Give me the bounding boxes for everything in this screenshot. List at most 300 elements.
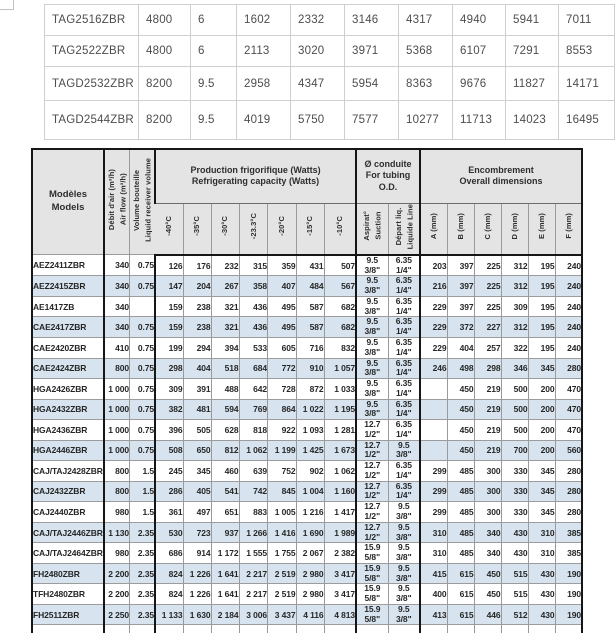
table-row bbox=[45, 5, 615, 36]
cell: CAJ/TAJ2446ZBR bbox=[32, 522, 104, 543]
cell: 195 bbox=[528, 255, 555, 276]
cell: 4 116 bbox=[296, 604, 324, 625]
cell bbox=[324, 625, 356, 633]
cell: 902 bbox=[296, 461, 324, 482]
cell: 300 bbox=[474, 461, 501, 482]
cell: 3971 bbox=[345, 36, 399, 67]
cell: 7011 bbox=[559, 5, 615, 36]
cell: 204 bbox=[183, 276, 211, 297]
cell: 430 bbox=[501, 543, 528, 564]
cell: 450 bbox=[447, 440, 474, 461]
cell: 15.9 5/8" bbox=[356, 563, 388, 584]
cell: 2958 bbox=[237, 67, 291, 101]
cell: 2 250 bbox=[104, 604, 130, 625]
cell: 1 630 bbox=[183, 604, 211, 625]
cell: AEZ2415ZBR bbox=[32, 276, 104, 297]
table-row bbox=[45, 101, 615, 140]
cell: 415 bbox=[420, 563, 447, 584]
table-row bbox=[32, 461, 582, 482]
cell: 2 217 bbox=[239, 563, 268, 584]
header-dim-f: F (mm) bbox=[555, 203, 582, 255]
cell: 0.75 bbox=[130, 399, 156, 420]
cell: 530 bbox=[155, 522, 183, 543]
cell bbox=[104, 625, 130, 633]
cell: 232 bbox=[211, 255, 239, 276]
cell: 450 bbox=[474, 563, 501, 584]
cell: 587 bbox=[296, 317, 324, 338]
cell: 615 bbox=[447, 563, 474, 584]
cell: AEZ2411ZBR bbox=[32, 255, 104, 276]
cell: 533 bbox=[239, 338, 268, 359]
cell: 312 bbox=[501, 276, 528, 297]
header-temp-m23: -23.3°C bbox=[239, 203, 268, 255]
cell: 500 bbox=[501, 379, 528, 400]
cell: 176 bbox=[183, 255, 211, 276]
cell: 0.75 bbox=[130, 276, 156, 297]
cell: 5954 bbox=[345, 67, 399, 101]
cell: 3 417 bbox=[324, 584, 356, 605]
cell: 12.7 1/2" bbox=[356, 461, 388, 482]
header-dim-d: D (mm) bbox=[501, 203, 528, 255]
cell: 800 bbox=[104, 358, 130, 379]
cell: 1 093 bbox=[296, 420, 324, 441]
table-row bbox=[32, 522, 582, 543]
cell: 567 bbox=[324, 276, 356, 297]
cell: CAJ/TAJ2428ZBR bbox=[32, 461, 104, 482]
cell: 227 bbox=[474, 317, 501, 338]
cropped-row bbox=[32, 625, 582, 633]
cell: 8200 bbox=[139, 67, 191, 101]
cell: 4800 bbox=[139, 5, 191, 36]
cell: 587 bbox=[296, 296, 324, 317]
cell: 470 bbox=[555, 379, 582, 400]
cell: 541 bbox=[211, 481, 239, 502]
cell: 481 bbox=[183, 399, 211, 420]
cell: 310 bbox=[420, 543, 447, 564]
cell: 310 bbox=[528, 543, 555, 564]
cell: 9.5 3/8" bbox=[388, 522, 420, 543]
cell: 1 022 bbox=[296, 399, 324, 420]
cell: 404 bbox=[183, 358, 211, 379]
cell: 4800 bbox=[139, 36, 191, 67]
cell: 485 bbox=[447, 481, 474, 502]
cell: 407 bbox=[268, 276, 297, 297]
header-tubing-fr: Ø conduite bbox=[364, 158, 412, 169]
cell: 4317 bbox=[399, 5, 453, 36]
cell: 159 bbox=[155, 317, 183, 338]
cell bbox=[388, 625, 420, 633]
cell: 495 bbox=[268, 317, 297, 338]
cell: 6.35 1/4" bbox=[388, 379, 420, 400]
cell bbox=[32, 625, 104, 633]
cell: 11827 bbox=[506, 67, 559, 101]
cell: 682 bbox=[324, 296, 356, 317]
cell: 12.7 1/2" bbox=[356, 522, 388, 543]
cell: 2 519 bbox=[268, 563, 297, 584]
table-row bbox=[45, 36, 615, 67]
table-row bbox=[32, 440, 582, 461]
cell: 728 bbox=[268, 379, 297, 400]
header-airflow bbox=[104, 149, 130, 255]
cell: 391 bbox=[183, 379, 211, 400]
cell: 2113 bbox=[237, 36, 291, 67]
cell: 700 bbox=[501, 440, 528, 461]
cell: 497 bbox=[183, 502, 211, 523]
cell: 9.5 3/8" bbox=[356, 338, 388, 359]
table-row bbox=[32, 399, 582, 420]
cell: 404 bbox=[447, 338, 474, 359]
table-row bbox=[32, 502, 582, 523]
cell bbox=[420, 625, 447, 633]
cell: 9.5 3/8" bbox=[388, 563, 420, 584]
cell: 1.5 bbox=[130, 461, 156, 482]
cell: 340 bbox=[474, 543, 501, 564]
cell: 12.7 1/2" bbox=[356, 440, 388, 461]
cell: 1 199 bbox=[268, 440, 297, 461]
cell bbox=[420, 420, 447, 441]
cell: 397 bbox=[447, 255, 474, 276]
cell: 12.7 1/2" bbox=[356, 502, 388, 523]
cell: 300 bbox=[474, 502, 501, 523]
header-dim-b: B (mm) bbox=[447, 203, 474, 255]
cell: 6.35 1/4" bbox=[388, 255, 420, 276]
cell: 495 bbox=[268, 296, 297, 317]
cell: 312 bbox=[501, 317, 528, 338]
cell: 10277 bbox=[399, 101, 453, 140]
cell: 605 bbox=[268, 338, 297, 359]
cell: 3 006 bbox=[239, 604, 268, 625]
cell: 257 bbox=[474, 338, 501, 359]
cell: 6.35 1/4" bbox=[388, 276, 420, 297]
cell: 1 226 bbox=[183, 584, 211, 605]
cell: 1.5 bbox=[130, 481, 156, 502]
header-temp-m30: -30°C bbox=[211, 203, 239, 255]
cell: 199 bbox=[155, 338, 183, 359]
cell: 9.5 3/8" bbox=[388, 584, 420, 605]
header-temp-m35: -35°C bbox=[183, 203, 211, 255]
cell: 9676 bbox=[453, 67, 506, 101]
cell: 229 bbox=[420, 338, 447, 359]
cell: 6.35 1/4" bbox=[388, 338, 420, 359]
cell: 6107 bbox=[453, 36, 506, 67]
cell: 225 bbox=[474, 296, 501, 317]
cell bbox=[211, 625, 239, 633]
cell: 400 bbox=[420, 584, 447, 605]
cell bbox=[130, 296, 156, 317]
cell: 190 bbox=[555, 584, 582, 605]
table-row bbox=[32, 255, 582, 276]
cell: 9.5 3/8" bbox=[356, 358, 388, 379]
top-spec-table bbox=[44, 4, 615, 140]
cell: 6.35 1/4" bbox=[388, 420, 420, 441]
cell: HGA2426ZBR bbox=[32, 379, 104, 400]
cell: 488 bbox=[211, 379, 239, 400]
cell: 219 bbox=[474, 399, 501, 420]
cell: 500 bbox=[501, 420, 528, 441]
cell: 3 417 bbox=[324, 563, 356, 584]
header-tubing-group bbox=[356, 149, 420, 203]
cell: 2.35 bbox=[130, 522, 156, 543]
cell: 485 bbox=[447, 522, 474, 543]
cell: 910 bbox=[296, 358, 324, 379]
cell: 1.5 bbox=[130, 502, 156, 523]
cell: 15.9 5/8" bbox=[356, 584, 388, 605]
cell: 6 bbox=[191, 5, 237, 36]
spec-table bbox=[31, 148, 583, 633]
cell: 280 bbox=[555, 358, 582, 379]
cell: 6.35 1/4" bbox=[388, 358, 420, 379]
cell: 470 bbox=[555, 399, 582, 420]
cell: 1 160 bbox=[324, 481, 356, 502]
cell: 294 bbox=[183, 338, 211, 359]
cell: 752 bbox=[268, 461, 297, 482]
cell: 431 bbox=[296, 255, 324, 276]
cell: 650 bbox=[183, 440, 211, 461]
cell bbox=[420, 399, 447, 420]
table-row bbox=[32, 604, 582, 625]
table-row bbox=[32, 338, 582, 359]
cell: 2.35 bbox=[130, 584, 156, 605]
cell: 818 bbox=[239, 420, 268, 441]
header-liquid-en: Liquide Line bbox=[404, 203, 414, 249]
header-dim-e: E (mm) bbox=[528, 203, 555, 255]
cell: 9.5 3/8" bbox=[356, 255, 388, 276]
cell: 286 bbox=[155, 481, 183, 502]
cell: 15.9 5/8" bbox=[356, 604, 388, 625]
cell: 340 bbox=[474, 522, 501, 543]
cell: FH2511ZBR bbox=[32, 604, 104, 625]
cell: 298 bbox=[474, 358, 501, 379]
cell: 345 bbox=[528, 461, 555, 482]
cell bbox=[528, 625, 555, 633]
cell: 0.75 bbox=[130, 255, 156, 276]
cell: AE1417ZB bbox=[32, 296, 104, 317]
cell: 507 bbox=[324, 255, 356, 276]
cell: 2.35 bbox=[130, 604, 156, 625]
cell: 430 bbox=[528, 563, 555, 584]
cell: 1 641 bbox=[211, 563, 239, 584]
header-temp-m40: -40°C bbox=[155, 203, 183, 255]
cell: TAGD2532ZBR bbox=[45, 67, 139, 101]
cell: 3 437 bbox=[268, 604, 297, 625]
cell bbox=[130, 625, 156, 633]
cell: 686 bbox=[155, 543, 183, 564]
cell: 1602 bbox=[237, 5, 291, 36]
cell: 240 bbox=[555, 317, 582, 338]
cell: CAJ2432ZBR bbox=[32, 481, 104, 502]
cell: 450 bbox=[447, 379, 474, 400]
cell: 430 bbox=[501, 522, 528, 543]
cell: 397 bbox=[447, 296, 474, 317]
cell: 2 200 bbox=[104, 584, 130, 605]
cell: 2 184 bbox=[211, 604, 239, 625]
cell: 9.5 3/8" bbox=[356, 296, 388, 317]
cell: 340 bbox=[104, 317, 130, 338]
header-models-fr: Modèles bbox=[48, 189, 87, 201]
cell: 385 bbox=[555, 543, 582, 564]
table-row bbox=[32, 317, 582, 338]
cell: 330 bbox=[501, 502, 528, 523]
table-row bbox=[32, 358, 582, 379]
cell: 3020 bbox=[291, 36, 345, 67]
cell bbox=[555, 625, 582, 633]
cell: 394 bbox=[211, 338, 239, 359]
cell: 0.75 bbox=[130, 420, 156, 441]
table-row bbox=[32, 563, 582, 584]
cell: 2 200 bbox=[104, 563, 130, 584]
cell bbox=[447, 625, 474, 633]
cell: 615 bbox=[447, 604, 474, 625]
header-volume-fr: Volume bouteille bbox=[131, 169, 141, 231]
cell: 5941 bbox=[506, 5, 559, 36]
cell: 238 bbox=[183, 317, 211, 338]
cell bbox=[474, 625, 501, 633]
cell: 1 062 bbox=[324, 461, 356, 482]
header-liquid-fr: Départ liq. bbox=[393, 207, 403, 246]
cell: 246 bbox=[420, 358, 447, 379]
cell: 385 bbox=[555, 522, 582, 543]
cell: 682 bbox=[324, 317, 356, 338]
cell: 7577 bbox=[345, 101, 399, 140]
cell: 1 216 bbox=[296, 502, 324, 523]
cell: 628 bbox=[211, 420, 239, 441]
cell: 832 bbox=[324, 338, 356, 359]
cell: 1 130 bbox=[104, 522, 130, 543]
cell: 361 bbox=[155, 502, 183, 523]
cell: 1 057 bbox=[324, 358, 356, 379]
cell: 11713 bbox=[453, 101, 506, 140]
header-receiver-volume bbox=[130, 149, 156, 255]
cell: 716 bbox=[296, 338, 324, 359]
cell: 299 bbox=[420, 502, 447, 523]
cell: 512 bbox=[501, 604, 528, 625]
header-dim-c: C (mm) bbox=[474, 203, 501, 255]
cell: 2 067 bbox=[296, 543, 324, 564]
cell: 203 bbox=[420, 255, 447, 276]
cell: 6.35 1/4" bbox=[388, 481, 420, 502]
cell: 651 bbox=[211, 502, 239, 523]
cell: 126 bbox=[155, 255, 183, 276]
cell: 500 bbox=[501, 399, 528, 420]
cell: 345 bbox=[528, 481, 555, 502]
cell: 508 bbox=[155, 440, 183, 461]
cell: 2 519 bbox=[268, 584, 297, 605]
cell: 594 bbox=[211, 399, 239, 420]
cell: CAJ/TAJ2464ZBR bbox=[32, 543, 104, 564]
cell: 883 bbox=[239, 502, 268, 523]
cell: 4 813 bbox=[324, 604, 356, 625]
header-tubing-en: For tubing O.D. bbox=[365, 170, 411, 193]
cell: 310 bbox=[420, 522, 447, 543]
cell: 450 bbox=[474, 584, 501, 605]
cell: 225 bbox=[474, 276, 501, 297]
cell: 450 bbox=[447, 420, 474, 441]
cell: 240 bbox=[555, 276, 582, 297]
spec-table-header bbox=[32, 149, 582, 255]
cell: 280 bbox=[555, 461, 582, 482]
cell: 1 000 bbox=[104, 399, 130, 420]
cell: 340 bbox=[104, 255, 130, 276]
header-liquid-line bbox=[388, 203, 420, 255]
header-models bbox=[32, 149, 104, 255]
cell: 824 bbox=[155, 584, 183, 605]
header-capacity-en: Refrigerating capacity (Watts) bbox=[191, 176, 320, 187]
cell: 2.35 bbox=[130, 543, 156, 564]
spec-table-body bbox=[32, 255, 582, 633]
cell: 4019 bbox=[237, 101, 291, 140]
cell: 1 281 bbox=[324, 420, 356, 441]
cell: 1 755 bbox=[268, 543, 297, 564]
cell: 9.5 3/8" bbox=[388, 543, 420, 564]
cell: 315 bbox=[239, 255, 268, 276]
cell: 3146 bbox=[345, 5, 399, 36]
cell: 147 bbox=[155, 276, 183, 297]
cell: 560 bbox=[555, 440, 582, 461]
cell: 769 bbox=[239, 399, 268, 420]
cell: 742 bbox=[239, 481, 268, 502]
cell: 1 004 bbox=[296, 481, 324, 502]
cell: 1 266 bbox=[239, 522, 268, 543]
cell: CAE2424ZBR bbox=[32, 358, 104, 379]
header-airflow-fr: Débit d'air (m³/h) bbox=[106, 169, 116, 231]
cell: 2332 bbox=[291, 5, 345, 36]
cell bbox=[420, 440, 447, 461]
cell: 485 bbox=[447, 502, 474, 523]
cell: 321 bbox=[211, 296, 239, 317]
cell: 346 bbox=[501, 358, 528, 379]
cell: 1 416 bbox=[268, 522, 297, 543]
cell: 280 bbox=[555, 502, 582, 523]
header-temp-m15: -15°C bbox=[296, 203, 324, 255]
cell: 298 bbox=[155, 358, 183, 379]
cell: TAG2522ZBR bbox=[45, 36, 139, 67]
top-table-body bbox=[45, 5, 615, 140]
cell: 1 226 bbox=[183, 563, 211, 584]
cell: 397 bbox=[447, 276, 474, 297]
cell: 15.9 5/8" bbox=[356, 543, 388, 564]
cell: 980 bbox=[104, 502, 130, 523]
cell: 309 bbox=[155, 379, 183, 400]
cell: 1 641 bbox=[211, 584, 239, 605]
cell: 9.5 bbox=[191, 101, 237, 140]
cell: 345 bbox=[183, 461, 211, 482]
cell: 639 bbox=[239, 461, 268, 482]
cell: 642 bbox=[239, 379, 268, 400]
header-temp-m10: -10°C bbox=[324, 203, 356, 255]
cell: 0.75 bbox=[130, 338, 156, 359]
cell: 1 555 bbox=[239, 543, 268, 564]
cell: 0.75 bbox=[130, 379, 156, 400]
cell: 1 000 bbox=[104, 379, 130, 400]
cell: 229 bbox=[420, 317, 447, 338]
cell: 937 bbox=[211, 522, 239, 543]
cell: 9.5 3/8" bbox=[356, 317, 388, 338]
cell: 309 bbox=[501, 296, 528, 317]
cell: 1 989 bbox=[324, 522, 356, 543]
cell: 845 bbox=[268, 481, 297, 502]
cell: TFH2480ZBR bbox=[32, 584, 104, 605]
cell: 330 bbox=[501, 481, 528, 502]
header-dim-a: A (mm) bbox=[420, 203, 447, 255]
cell: 515 bbox=[501, 584, 528, 605]
cell: 345 bbox=[528, 502, 555, 523]
cell: 0.75 bbox=[130, 440, 156, 461]
header-suction-fr: Aspirat° bbox=[362, 211, 372, 241]
cell: 9.5 3/8" bbox=[356, 379, 388, 400]
cell: 980 bbox=[104, 543, 130, 564]
cell: 430 bbox=[528, 604, 555, 625]
cell: 914 bbox=[183, 543, 211, 564]
